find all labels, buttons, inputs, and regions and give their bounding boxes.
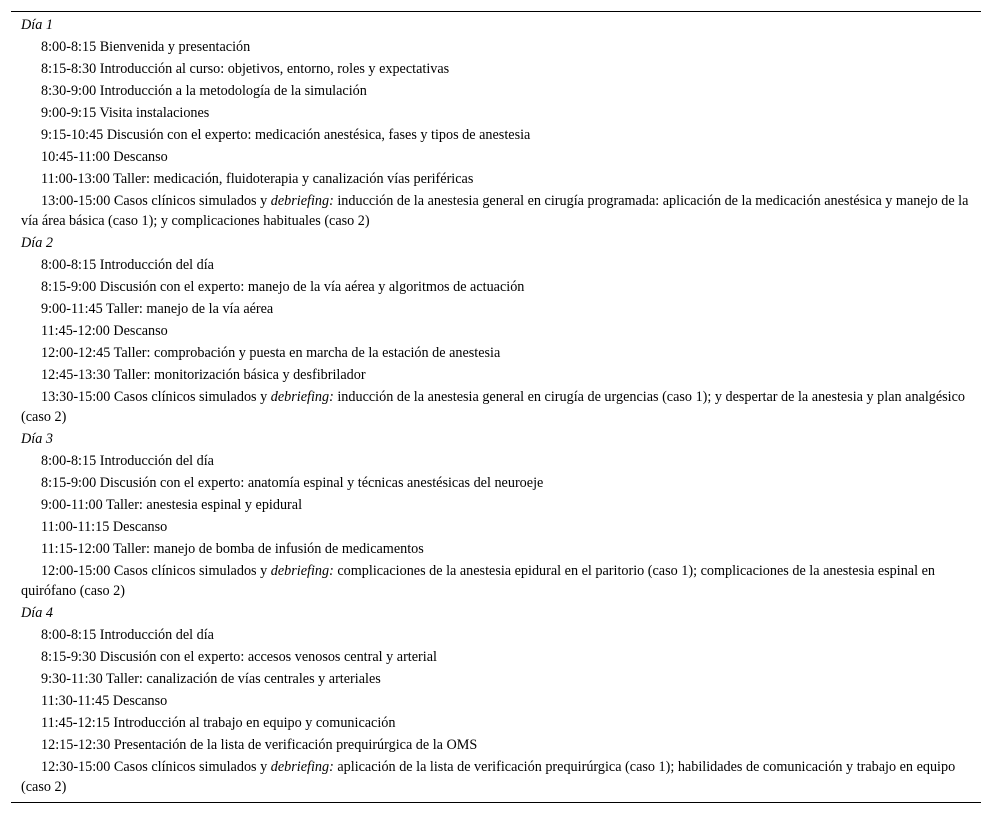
day-heading: Día 1 xyxy=(21,17,53,33)
session-description: Introducción del día xyxy=(99,627,214,643)
session-italic-term: debriefing: xyxy=(270,193,334,209)
session-description-continued: complicaciones de la anestesia epidural en el paritorio (caso 1); complicaciones de la anestesia espinal en quirófano (caso 2) xyxy=(21,563,935,599)
day-heading: Día 3 xyxy=(21,431,53,447)
session-description-continued: aplicación de la lista de verificación prequirúrgica (caso 1); habilidades de comunicación y trabajo en equipo (caso 2) xyxy=(21,759,956,795)
session-description: Taller: manejo de bomba de infusión de medicamentos xyxy=(113,541,424,557)
session-italic-term: debriefing: xyxy=(270,759,334,775)
session-time: 13:00-15:00 xyxy=(41,193,111,209)
day-heading: Día 4 xyxy=(21,605,53,621)
session-description: Introducción al curso: objetivos, entorno, roles y expectativas xyxy=(99,61,450,77)
session-time: 11:45-12:00 xyxy=(41,323,110,339)
session-description: Introducción del día xyxy=(99,453,214,469)
session-time: 12:00-12:45 xyxy=(41,345,111,361)
schedule-row xyxy=(11,516,981,538)
schedule-row xyxy=(11,472,981,494)
schedule-row xyxy=(11,276,981,298)
session-description: Casos clínicos simulados y xyxy=(113,389,268,405)
session-time: 11:30-11:45 xyxy=(41,693,110,709)
schedule-row xyxy=(11,386,981,428)
session-description: Casos clínicos simulados y xyxy=(113,563,268,579)
session-description: Discusión con el experto: anatomía espinal y técnicas anestésicas del neuroeje xyxy=(99,475,544,491)
schedule-row xyxy=(11,80,981,102)
session-description-continued: inducción de la anestesia general en cirugía de urgencias (caso 1); y despertar de la anestesia y plan analgésico (caso 2) xyxy=(21,389,966,425)
session-time: 11:45-12:15 xyxy=(41,715,110,731)
session-description: Descanso xyxy=(112,693,168,709)
session-time: 8:00-8:15 xyxy=(41,257,97,273)
session-time: 8:00-8:15 xyxy=(41,627,97,643)
session-time: 12:30-15:00 xyxy=(41,759,111,775)
session-description: Introducción al trabajo en equipo y comunicación xyxy=(113,715,396,731)
session-time: 11:00-11:15 xyxy=(41,519,110,535)
session-description: Presentación de la lista de verificación prequirúrgica de la OMS xyxy=(113,737,478,753)
schedule-row xyxy=(11,168,981,190)
session-description: Descanso xyxy=(113,149,168,165)
schedule-row xyxy=(11,102,981,124)
session-time: 9:00-11:00 xyxy=(41,497,103,513)
session-time: 8:15-9:00 xyxy=(41,475,97,491)
session-time: 11:00-13:00 xyxy=(41,171,110,187)
schedule-row xyxy=(11,36,981,58)
session-description: Casos clínicos simulados y xyxy=(113,193,268,209)
session-description: Bienvenida y presentación xyxy=(99,39,251,55)
session-description: Introducción del día xyxy=(99,257,214,273)
session-description: Taller: manejo de la vía aérea xyxy=(106,301,274,317)
session-italic-term: debriefing: xyxy=(270,389,334,405)
schedule-row xyxy=(11,624,981,646)
session-description: Discusión con el experto: accesos venosos central y arterial xyxy=(99,649,437,665)
schedule-row xyxy=(11,450,981,472)
session-description: Discusión con el experto: medicación anestésica, fases y tipos de anestesia xyxy=(106,127,531,143)
session-description: Taller: comprobación y puesta en marcha de la estación de anestesia xyxy=(113,345,501,361)
schedule-row xyxy=(11,146,981,168)
session-time: 9:15-10:45 xyxy=(41,127,104,143)
schedule-row xyxy=(11,298,981,320)
session-time: 11:15-12:00 xyxy=(41,541,110,557)
session-description: Discusión con el experto: manejo de la vía aérea y algoritmos de actuación xyxy=(99,279,525,295)
schedule-row xyxy=(11,320,981,342)
session-time: 9:30-11:30 xyxy=(41,671,103,687)
session-time: 10:45-11:00 xyxy=(41,149,110,165)
session-description-continued: inducción de la anestesia general en cirugía programada: aplicación de la medicación anestésica y manejo de la vía área básica (caso 1); y complicaciones habituales (caso 2) xyxy=(21,193,969,229)
schedule-row xyxy=(11,668,981,690)
session-time: 12:15-12:30 xyxy=(41,737,111,753)
course-schedule-table xyxy=(11,11,981,803)
session-time: 8:15-9:30 xyxy=(41,649,97,665)
session-description: Descanso xyxy=(112,519,168,535)
schedule-row xyxy=(11,124,981,146)
schedule-row xyxy=(11,364,981,386)
schedule-row xyxy=(11,560,981,602)
session-time: 12:00-15:00 xyxy=(41,563,111,579)
schedule-row xyxy=(11,494,981,516)
session-description: Taller: monitorización básica y desfibrilador xyxy=(113,367,366,383)
session-time: 8:15-8:30 xyxy=(41,61,97,77)
schedule-row xyxy=(11,58,981,80)
schedule-row xyxy=(11,712,981,734)
schedule-row xyxy=(11,690,981,712)
session-time: 13:30-15:00 xyxy=(41,389,111,405)
session-description: Casos clínicos simulados y xyxy=(113,759,268,775)
session-time: 8:15-9:00 xyxy=(41,279,97,295)
schedule-row xyxy=(11,254,981,276)
session-description: Taller: canalización de vías centrales y arteriales xyxy=(106,671,381,687)
schedule-row xyxy=(11,538,981,560)
session-time: 8:30-9:00 xyxy=(41,83,97,99)
session-description: Introducción a la metodología de la simulación xyxy=(99,83,367,99)
schedule-row xyxy=(11,646,981,668)
schedule-row xyxy=(11,734,981,756)
session-description: Descanso xyxy=(113,323,168,339)
session-italic-term: debriefing: xyxy=(270,563,334,579)
session-description: Taller: anestesia espinal y epidural xyxy=(106,497,303,513)
schedule-row xyxy=(11,756,981,798)
session-description: Taller: medicación, fluidoterapia y canalización vías periféricas xyxy=(113,171,474,187)
schedule-row xyxy=(11,342,981,364)
session-time: 12:45-13:30 xyxy=(41,367,111,383)
session-description: Visita instalaciones xyxy=(99,105,210,121)
day-heading: Día 2 xyxy=(21,235,53,251)
session-time: 9:00-9:15 xyxy=(41,105,97,121)
session-time: 8:00-8:15 xyxy=(41,39,97,55)
session-time: 8:00-8:15 xyxy=(41,453,97,469)
session-time: 9:00-11:45 xyxy=(41,301,103,317)
schedule-row xyxy=(11,190,981,232)
